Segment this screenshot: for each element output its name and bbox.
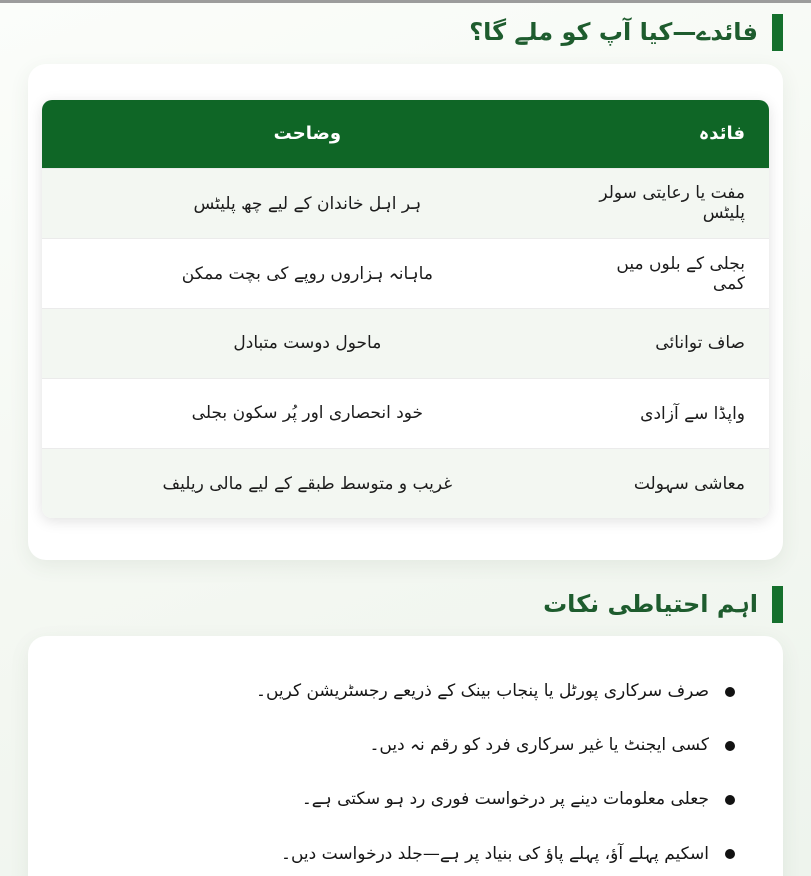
benefit-cell: بجلی کے بلوں میں کمی [573,238,769,308]
heading-accent-bar [772,14,783,51]
bullet-icon [725,849,735,859]
description-cell: خود انحصاری اور پُر سکون بجلی [42,378,573,448]
description-cell: ماحول دوست متبادل [42,308,573,378]
benefit-cell: واپڈا سے آزادی [573,378,769,448]
benefits-section-title: فائدے—کیا آپ کو ملے گا؟ [469,18,758,47]
table-row [42,308,769,378]
benefit-cell: معاشی سہولت [573,448,769,518]
document-page [0,3,811,876]
benefits-table [42,100,769,518]
heading-accent-bar [772,586,783,623]
benefits-card [28,64,783,560]
precaution-text: اسکیم پہلے آؤ، پہلے پاؤ کی بنیاد پر ہے—جلد درخواست دیں۔ [281,843,709,864]
list-item [58,841,753,868]
description-cell: ماہانہ ہزاروں روپے کی بچت ممکن [42,238,573,308]
list-item [58,786,753,813]
table-row [42,378,769,448]
precaution-text: صرف سرکاری پورٹل یا پنجاب بینک کے ذریعے رجسٹریشن کریں۔ [255,681,709,701]
benefit-column-header: فائدہ [573,100,769,168]
precaution-text: جعلی معلومات دینے پر درخواست فوری رد ہو سکتی ہے۔ [301,789,709,810]
benefit-cell: مفت یا رعایتی سولر پلیٹس [573,168,769,238]
precautions-section-heading [28,586,783,623]
description-column-header: وضاحت [42,100,573,168]
benefit-cell: صاف توانائی [573,308,769,378]
description-cell: ہر اہل خاندان کے لیے چھ پلیٹس [42,168,573,238]
precautions-section-title: اہم احتیاطی نکات [543,590,758,619]
description-cell: غریب و متوسط طبقے کے لیے مالی ریلیف [42,448,573,518]
benefits-section-heading [28,14,783,51]
table-row [42,448,769,518]
table-row [42,168,769,238]
precaution-text: کسی ایجنٹ یا غیر سرکاری فرد کو رقم نہ دیں۔ [369,735,709,756]
benefits-table-header-row [42,100,769,168]
precautions-card [28,636,783,876]
list-item [58,732,753,759]
bullet-icon [725,687,735,697]
bullet-icon [725,795,735,805]
bullet-icon [725,741,735,751]
list-item [58,678,753,705]
table-row [42,238,769,308]
